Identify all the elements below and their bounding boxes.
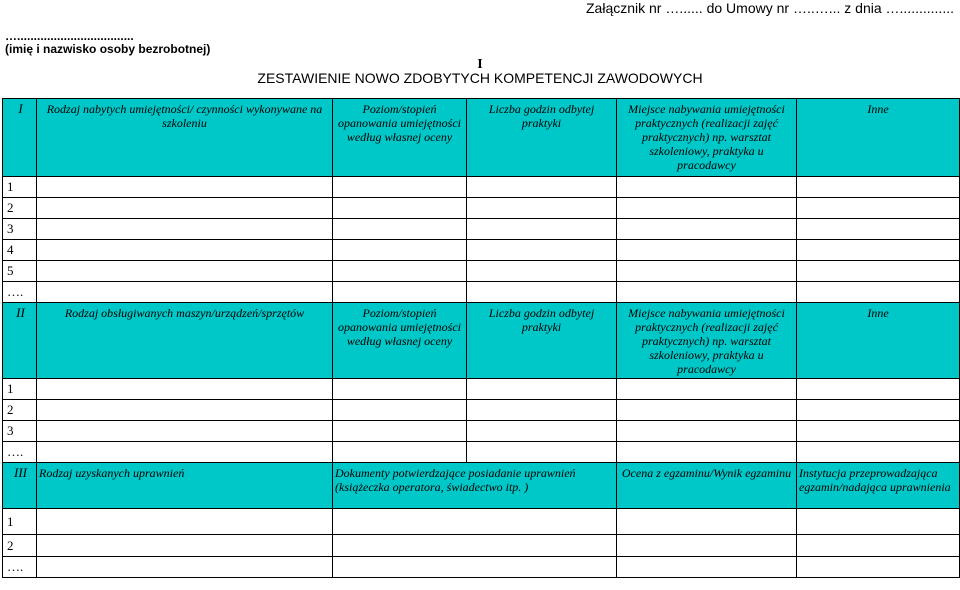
section2-header-row — [3, 303, 960, 379]
empty-cell[interactable] — [37, 282, 333, 303]
empty-cell[interactable] — [617, 261, 797, 282]
empty-cell[interactable] — [333, 400, 467, 421]
empty-cell[interactable] — [467, 282, 617, 303]
empty-cell[interactable] — [37, 400, 333, 421]
table-row — [3, 177, 960, 198]
empty-cell[interactable] — [617, 240, 797, 261]
empty-cell[interactable] — [797, 400, 960, 421]
row-number: 2 — [3, 400, 37, 421]
table-row — [3, 535, 960, 557]
section1-col-other: Inne — [797, 99, 960, 177]
empty-cell[interactable] — [333, 261, 467, 282]
row-number: 3 — [3, 421, 37, 442]
section3-col-documents: Dokumenty potwierdzające posiadanie uprawnień (książeczka operatora, świadectwo itp. ) — [333, 463, 617, 509]
empty-cell[interactable] — [617, 421, 797, 442]
empty-cell[interactable] — [797, 177, 960, 198]
row-number: …. — [3, 557, 37, 578]
empty-cell[interactable] — [37, 557, 333, 578]
section1-number: I — [3, 99, 37, 177]
table-row — [3, 219, 960, 240]
empty-cell[interactable] — [617, 219, 797, 240]
empty-cell[interactable] — [617, 400, 797, 421]
empty-cell[interactable] — [467, 421, 617, 442]
section-roman-number: I — [477, 57, 483, 72]
empty-cell[interactable] — [333, 379, 467, 400]
empty-cell[interactable] — [797, 557, 960, 578]
empty-cell[interactable] — [467, 240, 617, 261]
empty-cell[interactable] — [37, 421, 333, 442]
empty-cell[interactable] — [797, 282, 960, 303]
row-number: 1 — [3, 379, 37, 400]
empty-cell[interactable] — [617, 282, 797, 303]
empty-cell[interactable] — [797, 261, 960, 282]
empty-cell[interactable] — [333, 219, 467, 240]
row-number: 4 — [3, 240, 37, 261]
table-row — [3, 557, 960, 578]
row-number: 2 — [3, 198, 37, 219]
table-row — [3, 198, 960, 219]
section1-col-skill-type: Rodzaj nabytych umiejętności/ czynności wykonywane na szkoleniu — [37, 99, 333, 177]
section3-col-institution: Instytucja przeprowadzająca egzamin/nadająca uprawnienia — [797, 463, 960, 509]
table-row — [3, 379, 960, 400]
empty-cell[interactable] — [333, 240, 467, 261]
empty-cell[interactable] — [467, 198, 617, 219]
empty-cell[interactable] — [797, 509, 960, 535]
section3-header-row — [3, 463, 960, 509]
empty-cell[interactable] — [333, 509, 617, 535]
empty-cell[interactable] — [467, 219, 617, 240]
document-title: ZESTAWIENIE NOWO ZDOBYTYCH KOMPETENCJI ZAWODOWYCH — [257, 70, 703, 86]
person-name-label: (imię i nazwisko osoby bezrobotnej) — [5, 42, 211, 56]
row-number: 1 — [3, 177, 37, 198]
table-row — [3, 509, 960, 535]
row-number: …. — [3, 282, 37, 303]
empty-cell[interactable] — [797, 198, 960, 219]
empty-cell[interactable] — [37, 379, 333, 400]
section1-header-row — [3, 99, 960, 177]
empty-cell[interactable] — [37, 219, 333, 240]
section1-col-level: Poziom/stopień opanowania umiejętności według własnej oceny — [333, 99, 467, 177]
empty-cell[interactable] — [797, 379, 960, 400]
empty-cell[interactable] — [467, 400, 617, 421]
empty-cell[interactable] — [333, 198, 467, 219]
section3-col-exam-result: Ocena z egzaminu/Wynik egzaminu — [617, 463, 797, 509]
table-row — [3, 282, 960, 303]
empty-cell[interactable] — [37, 177, 333, 198]
table-row — [3, 400, 960, 421]
empty-cell[interactable] — [467, 442, 617, 463]
section1-col-hours: Liczba godzin odbytej praktyki — [467, 99, 617, 177]
empty-cell[interactable] — [617, 442, 797, 463]
empty-cell[interactable] — [617, 557, 797, 578]
table-row — [3, 421, 960, 442]
empty-cell[interactable] — [797, 240, 960, 261]
section3-col-permission-type: Rodzaj uzyskanych uprawnień — [37, 463, 333, 509]
empty-cell[interactable] — [333, 177, 467, 198]
table-row — [3, 442, 960, 463]
section2-col-machine-type: Rodzaj obsługiwanych maszyn/urządzeń/sprzętów — [37, 303, 333, 379]
empty-cell[interactable] — [467, 261, 617, 282]
empty-cell[interactable] — [797, 219, 960, 240]
row-number: 5 — [3, 261, 37, 282]
empty-cell[interactable] — [37, 261, 333, 282]
attachment-header: Załącznik nr …...... do Umowy nr …..…... z dnia ….............. — [586, 0, 954, 16]
empty-cell[interactable] — [37, 240, 333, 261]
empty-cell[interactable] — [333, 557, 617, 578]
section2-number: II — [3, 303, 37, 379]
section2-col-hours: Liczba godzin odbytej praktyki — [467, 303, 617, 379]
section2-col-place: Miejsce nabywania umiejętności praktycznych (realizacji zajęć praktycznych) np. warsztat szkoleniowy, praktyka u pracodawcy — [617, 303, 797, 379]
empty-cell[interactable] — [333, 282, 467, 303]
row-number: 2 — [3, 535, 37, 557]
empty-cell[interactable] — [617, 509, 797, 535]
name-fill-line: …................................... — [5, 29, 134, 43]
empty-cell[interactable] — [467, 379, 617, 400]
row-number: 1 — [3, 509, 37, 535]
row-number: …. — [3, 442, 37, 463]
section1-col-place: Miejsce nabywania umiejętności praktycznych (realizacji zajęć praktycznych) np. warsztat szkoleniowy, praktyka u pracodawcy — [617, 99, 797, 177]
empty-cell[interactable] — [617, 379, 797, 400]
table-row — [3, 240, 960, 261]
empty-cell[interactable] — [37, 509, 333, 535]
empty-cell[interactable] — [617, 177, 797, 198]
empty-cell[interactable] — [333, 442, 467, 463]
empty-cell[interactable] — [617, 535, 797, 557]
section2-col-other: Inne — [797, 303, 960, 379]
empty-cell[interactable] — [333, 535, 617, 557]
row-number: 3 — [3, 219, 37, 240]
empty-cell[interactable] — [37, 198, 333, 219]
empty-cell[interactable] — [333, 421, 467, 442]
empty-cell[interactable] — [797, 442, 960, 463]
section3-number: III — [3, 463, 37, 509]
empty-cell[interactable] — [617, 198, 797, 219]
section2-col-level: Poziom/stopień opanowania umiejętności według własnej oceny — [333, 303, 467, 379]
empty-cell[interactable] — [37, 442, 333, 463]
empty-cell[interactable] — [797, 535, 960, 557]
competence-table — [2, 98, 960, 578]
table-row — [3, 261, 960, 282]
empty-cell[interactable] — [467, 177, 617, 198]
empty-cell[interactable] — [797, 421, 960, 442]
empty-cell[interactable] — [37, 535, 333, 557]
